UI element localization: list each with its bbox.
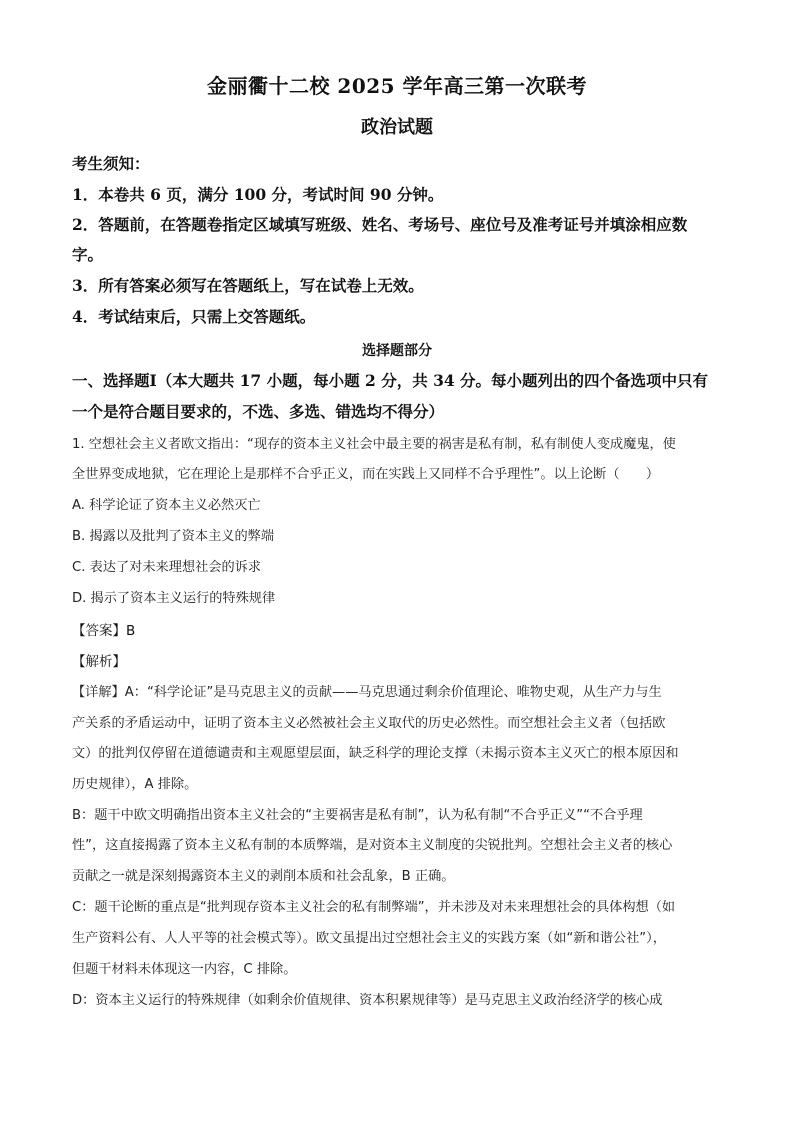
analysis-line-8: C：题干论断的重点是“批判现存资本主义社会的私有制弊端”，并未涉及对未来理想社会的具体构想（如 (72, 900, 676, 915)
notice-item-2: 2．答题前，在答题卷指定区域填写班级、姓名、考场号、座位号及准考证号并填涂相应数 (72, 215, 688, 234)
analysis-line-1: 【详解】A：“科学论证”是马克思主义的贡献——马克思通过剩余价值理论、唯物史观，从生产力与生 (72, 685, 662, 700)
option-d: D. 揭示了资本主义运行的特殊规律 (72, 591, 276, 606)
option-b: B. 揭露以及批判了资本主义的弊端 (72, 529, 275, 544)
analysis-line-10: 但题干材料未体现这一内容，C 排除。 (72, 962, 297, 977)
analysis-line-9: 生产资料公有、人人平等的社会模式等）。欧文虽提出过空想社会主义的实践方案（如“新和谐公社”）， (72, 931, 666, 946)
section-title: 选择题部分 (362, 343, 432, 359)
exam-subject: 政治试题 (361, 117, 433, 138)
analysis-line-11: D：资本主义运行的特殊规律（如剩余价值规律、资本积累规律等）是马克思主义政治经济学的核心成 (72, 993, 663, 1008)
notice-item-1: 1．本卷共 6 页，满分 100 分，考试时间 90 分钟。 (72, 185, 444, 204)
question-stem-line-2: 全世界变成地狱，它在理论上是那样不合乎正义，而在实践上又同样不合乎理性”。以上论断（ ） (72, 467, 660, 482)
notice-item-2-continued: 字。 (72, 245, 104, 264)
exam-title: 金丽衢十二校 2025 学年高三第一次联考 (206, 74, 588, 98)
option-c: C. 表达了对未来理想社会的诉求 (72, 560, 262, 575)
notice-item-4: 4．考试结束后，只需上交答题纸。 (72, 307, 316, 326)
option-a: A. 科学论证了资本主义必然灭亡 (72, 498, 261, 513)
notice-item-3: 3．所有答案必须写在答题纸上，写在试卷上无效。 (72, 276, 424, 295)
analysis-line-2: 产关系的矛盾运动中，证明了资本主义必然被社会主义取代的历史必然性。而空想社会主义者（包括欧 (72, 716, 666, 731)
question-stem-line-1: 1. 空想社会主义者欧文指出：“现存的资本主义社会中最主要的祸害是私有制，私有制使人变成魔鬼，使 (72, 437, 676, 452)
analysis-line-3: 文）的批判仅停留在道德谴责和主观愿望层面，缺乏科学的理论支撑（未揭示资本主义灭亡的根本原因和 (72, 746, 679, 761)
answer-label: 【答案】B (72, 623, 136, 639)
analysis-line-5: B：题干中欧文明确指出资本主义社会的“主要祸害是私有制”，认为私有制“不合乎正义”“不合乎理 (72, 808, 643, 823)
analysis-label: 【解析】 (72, 654, 126, 670)
analysis-line-6: 性”，这直接揭露了资本主义私有制的本质弊端，是对资本主义制度的尖锐批判。空想社会主义者的核心 (72, 838, 673, 853)
section-instruction-line-2: 一个是符合题目要求的，不选、多选、错选均不得分） (72, 402, 445, 421)
analysis-line-7: 贡献之一就是深刻揭露资本主义的剥削本质和社会乱象，B 正确。 (72, 869, 455, 884)
analysis-line-4: 历史规律），A 排除。 (72, 777, 198, 792)
notice-heading: 考生须知： (72, 154, 150, 173)
section-instruction-line-1: 一、选择题Ⅰ（本大题共 17 小题，每小题 2 分，共 34 分。每小题列出的四个备选项中只有 (72, 371, 709, 390)
